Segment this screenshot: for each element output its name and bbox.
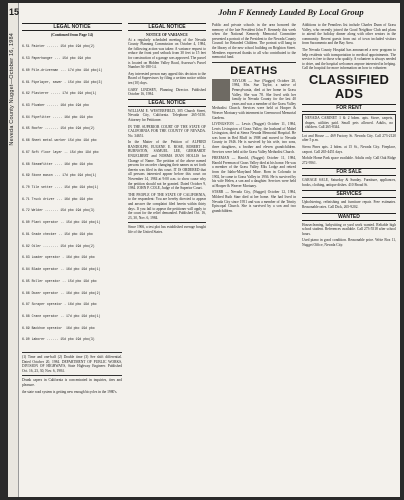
table-row: 6.65 Roofer ....... 15d pbo 19d pbo(2) — [22, 126, 95, 131]
classified-ad: Housecleaning, babysitting or yard work wanted. Reliable high school student. References available. Call 273-5518 after school hours. — [302, 222, 396, 236]
classified-ads-title: CLASSIFIED ADS — [308, 71, 390, 101]
divider — [212, 62, 296, 63]
table-row: 6.51 Painter ...... 15d pbo 19d pbo(2) — [22, 44, 95, 49]
column-classifieds — [302, 23, 396, 493]
divider — [22, 375, 122, 376]
table-row: 6.64 Pipefitter ..... 16d pbo 19d pbo — [22, 114, 93, 119]
obituary: STARR — Nevada City, (Nugget) October 12, 1984, Mildred Ruth Starr died at her home. She had lived in Nevada City since 1951 and was a member of the Trinity Episcopal Church. She is survived by a son and two grandchildren. — [212, 190, 296, 213]
services-heading: SERVICES — [302, 190, 396, 198]
headline: John F Kennedy Lauded By Local Group — [218, 7, 364, 17]
notice-text: THE PEOPLE OF THE STATE OF CALIFORNIA, to the respondent: You are hereby directed to appear and answer the complaint filed herein within thirty days. If you fail to appear the petitioner will apply to the court for the relief demanded. Published Oct. 16, 23, 30, Nov. 6, 1984. — [128, 192, 206, 220]
column-legal-wages — [22, 23, 122, 493]
table-row: 6.80 Plant operator .. 15d pbo 19d pbo(1) — [22, 220, 101, 225]
column-news-deaths — [212, 23, 296, 493]
table-row: 6.90 Laborer ...... 15d pbo 19d pbo(3) — [22, 337, 95, 342]
table-row: 6.70 Tile setter .... 15d pbo 19d pbo(1) — [22, 185, 99, 190]
divider — [128, 222, 206, 223]
legal-notice-heading: LEGAL NOTICE — [128, 23, 206, 31]
table-row: 6.62 Plasterer ..... 17d pbo 19d pbo(1) — [22, 91, 97, 96]
wage-table — [22, 38, 122, 351]
table-row: 6.82 Oiler ........ 15d pbo 19d pbo(2) — [22, 243, 95, 248]
notice-text: At a regularly scheduled meeting of the Nevada County Planning Commission on October 4, 1984, the following action was taken: A variance request to reduce the front yard setback from 30 feet to 15 feet for construction of a garage was approved. The parcel is located on Hidden Valley Road, Assessor's Parcel Number 36-180-14. — [128, 37, 206, 70]
filler-item: the state road system is getting new enough bicycles in the 1980's. — [22, 389, 118, 394]
article-text: Public and private schools in the area honored the memory of the late President John F. Kennedy this week when the National Kennedy Memorial Committee presented a portrait of the President to the Nevada County Council for Retarded Children. The portrait will hang in the library of the new school building on Brighton Street. Members expressed thanks to all who contributed to the memorial fund. — [212, 23, 296, 60]
table-row: 6.72 Welder ....... 15d pbo 19d pbo(3) — [22, 208, 95, 213]
table-row: 6.66 Sheet metal worker 15d pbo 19d pbo — [22, 138, 97, 143]
table-row: 6.84 Blade operator .. 16d pbo 19d pbo(1) — [22, 267, 101, 272]
for-sale-heading: FOR SALE — [302, 168, 396, 176]
classified-ad: GARAGE SALE, Saturday & Sunday. Furniture, appliances, books, clothing, antique dishes. 410 Broad St. — [302, 178, 396, 187]
column-legal-notices — [128, 23, 206, 493]
notice-text: IN THE SUPERIOR COURT OF THE STATE OF CALIFORNIA FOR THE COUNTY OF NEVADA. No. 34651. — [128, 124, 206, 138]
table-row: 6.63 Plumber ...... 16d pbo 19d pbo — [22, 103, 89, 107]
filler-item: Drunk capers in California is concentrated in inquiries, tires and pleasure. — [22, 378, 122, 388]
table-row: 6.81 Grade checker .. 15d pbo 19d pbo — [22, 231, 93, 236]
divider — [22, 352, 122, 353]
classified-ad: Mobile Home Park space available. Adults only. Call Oak Ridge 272-9561. — [302, 156, 396, 165]
table-row: 6.61 Pipelayer, sewer . 15d pbo 19d pbo(3) — [22, 79, 103, 84]
obituary: LIVINGSTON — Lewis (Nugget) October 11, 1984, Lewis Livingston of Grass Valley, the husband of Mabel Livingston, died at Sierra Nevada Memorial Hospital. He was born in Red Bluff in 1908 and moved to Nevada County in 1946. He is survived by his wife, two sons, three daughters, a brother and eleven grandchildren. Services were held at the Grass Valley Methodist Church. — [212, 122, 296, 154]
legal-notice-heading: LEGAL NOTICE — [128, 99, 206, 107]
obituary: FREEMAN — Harold, (Nugget) October 11, 1984, Harold Freeman of Grass Valley died at his home. He was a member of the Grass Valley Elks Lodge and retired from the Idaho-Maryland Mine. Born in Colorado in 1902, he came to Grass Valley in 1936. He is survived by his wife Helen, a son and a daughter. Services were held at Hooper & Weaver Mortuary. — [212, 156, 296, 188]
table-row: 6.60 Pile-driverman ... 17d pbo 19d pbo(1) — [22, 67, 103, 72]
table-row: 6.71 Truck driver ... 16d pbo 19d pbo — [22, 196, 93, 201]
obituary: TAYLOR — Sue (Nugget) October 20, 1984, Mrs. Sue Taylor, a native of Pennsylvania, died at her home in Grass Valley. She was 78. She lived with her family in Nevada County for the last 40 years and was a member of the Grass Valley Methodist Church. Services were held at Hooper & Weaver Mortuary with interment in Greenwood Memorial Gardens. — [212, 78, 296, 120]
article-text: Additions to the Penniless list include Charles Dunn of Grass Valley, who recently joined the Good Neighbor Club and plans to attend the holiday dinner along with other seniors in the community. Recent guests from out of town included visitors from Sacramento and the Bay Area. — [302, 23, 396, 46]
notice-text: In the Matter of the Petition of ALFRED RANDOLPH, EUGENE E. ROSE, ROBERT L. BURNSTON, SAMUEL LEE, GERHARDT ENGELBERT and NORMA JEAN HOLLIS for Change of Name. The petition of the above named persons for an order changing their names as set forth therein was filed in this court. IT IS ORDERED that all persons interested appear before this court on November 14, 1984 at 9:00 a.m. to show cause why the petition should not be granted. Dated October 9, 1984. JOHN P. COLE, Judge of the Superior Court. — [128, 140, 206, 191]
classified-ad: Lot and House — 469 Factory St. Nevada City. Call 273-2120 after 5 p.m. — [302, 133, 396, 143]
notice-text: WILLIAM E. WESTERFIELD, 305 Church Street, Nevada City, California. Telephone 265-5150. Attorney for Petitioner. — [128, 108, 206, 122]
newspaper-page — [8, 3, 400, 497]
continued-note: (Continued from Page 14) — [50, 33, 93, 37]
side-dateline: Neveda County Nugget—October 16, 1984 — [9, 33, 15, 146]
classified-ad: Sierra Pines apts. 2 bdrm. at 15 St., Nevada City. Fireplace, carport. Call 265-4451 days. — [302, 144, 396, 154]
notice-subheading: NOTICE OF VARIANCE — [146, 33, 188, 37]
table-row: 6.87 Scraper operator . 16d pbo 19d pbo — [22, 302, 97, 307]
for-rent-heading: FOR RENT — [302, 104, 396, 112]
table-row: 6.69 Stone mason ... 17d pbo 19d pbo(1) — [22, 173, 97, 178]
table-row: 6.83 Loader operator . 16d pbo 19d pbo — [22, 255, 95, 260]
wanted-heading: WANTED — [302, 213, 396, 221]
classified-ad: NEVADA CABINET 1 & 2 bdrm. apts. Stove, carpets, drapes, utilities paid. Small pets allowed. Adults, no children. Call 265-8344. — [302, 114, 396, 132]
table-row: 6.88 Crane operator .. 17d pbo 19d pbo(1) — [22, 313, 101, 318]
legal-notes: (1) Time and one-half (2) Double time (3) See shift differential. Dated October 20, 1984. DEPARTMENT OF PUBLIC WORKS, DIVISION OF HIGHWAYS, State Highway Engineer. Published Oct. 16, 23, 30, Nov. 6, 1984. — [22, 355, 122, 373]
table-row: 6.86 Dozer operator .. 16d pbo 19d pbo(2) — [22, 290, 101, 295]
legal-notice-heading: LEGAL NOTICE — [22, 23, 122, 31]
notice-signature: GARY LINDSEY, Planning Director. Published October 16, 1984. — [128, 87, 206, 97]
classified-ad: Used piano in good condition. Reasonable price. Write Box 11, Nugget Office, Nevada City. — [302, 238, 396, 248]
page-number: 15 — [9, 7, 20, 17]
deaths-heading: DEATHS — [230, 64, 278, 77]
table-row: 6.89 Backhoe operator 16d pbo 19d pbo — [22, 325, 95, 330]
side-strip — [8, 3, 19, 497]
obituary-photo — [212, 79, 230, 101]
table-row: 6.68 Steamfitter .... 16d pbo 19d pbo — [22, 161, 93, 166]
table-row: 6.85 Roller operator .. 15d pbo 19d pbo — [22, 278, 97, 283]
notice-text: Any interested person may appeal this decision to the Board of Supervisors by filing a written notice within ten (10) days. — [128, 71, 206, 85]
filler-item: Since 1966, a test plot has established average bought life of the United States. — [128, 225, 206, 234]
table-row: 6.67 Soft floor layer .. 15d pbo 19d pbo — [22, 149, 99, 154]
classified-ad: Upholstering, refinishing and furniture repair. Free estimates. Reasonable rates. Call Dick, 265-9202. — [302, 200, 396, 210]
table-row: 6.53 Paperhanger ... 15d pbo 19d pbo — [22, 56, 91, 61]
article-text: The Nevada County Hospital has announced a new program to help residents with transportation to medical appointments. The service is free to those who qualify. A volunteer is always needed to drive, and the hospital welcomes anyone interested in helping. Call the hospital for more information on how to volunteer. — [302, 47, 396, 71]
